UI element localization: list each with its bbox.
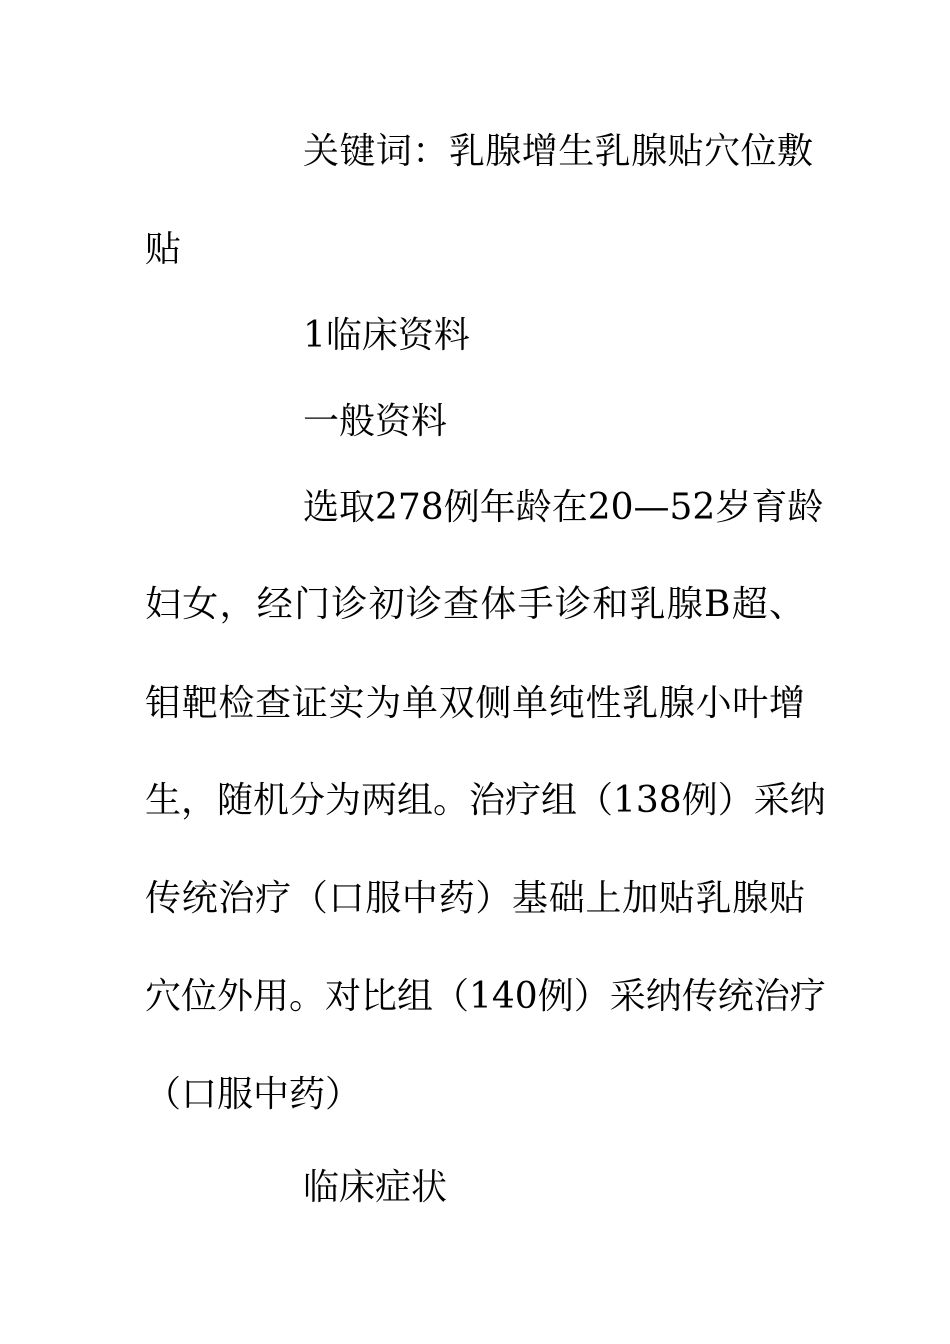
subsection-heading-clinical-symptoms: 临床症状 [303, 1167, 448, 1208]
paragraph-line-7: （口服中药） [145, 1074, 362, 1115]
keywords-line-1: 关键词：乳腺增生乳腺贴穴位敷 [303, 131, 813, 172]
paragraph-line-2: 妇女，经门诊初诊查体手诊和乳腺B超、 [145, 584, 805, 625]
section-heading-clinical-data: 1临床资料 [303, 315, 470, 356]
subsection-heading-general-data: 一般资料 [303, 401, 448, 442]
paragraph-line-6: 穴位外用。对比组（140例）采纳传统治疗 [145, 976, 826, 1017]
paragraph-line-3: 钼靶检查证实为单双侧单纯性乳腺小叶增 [145, 683, 805, 724]
paragraph-line-1: 选取278例年龄在20—52岁育龄 [303, 487, 824, 528]
keywords-line-2: 贴 [145, 229, 182, 270]
paragraph-line-4: 生，随机分为两组。治疗组（138例）采纳 [145, 780, 826, 821]
paragraph-line-5: 传统治疗（口服中药）基础上加贴乳腺贴 [145, 878, 805, 919]
